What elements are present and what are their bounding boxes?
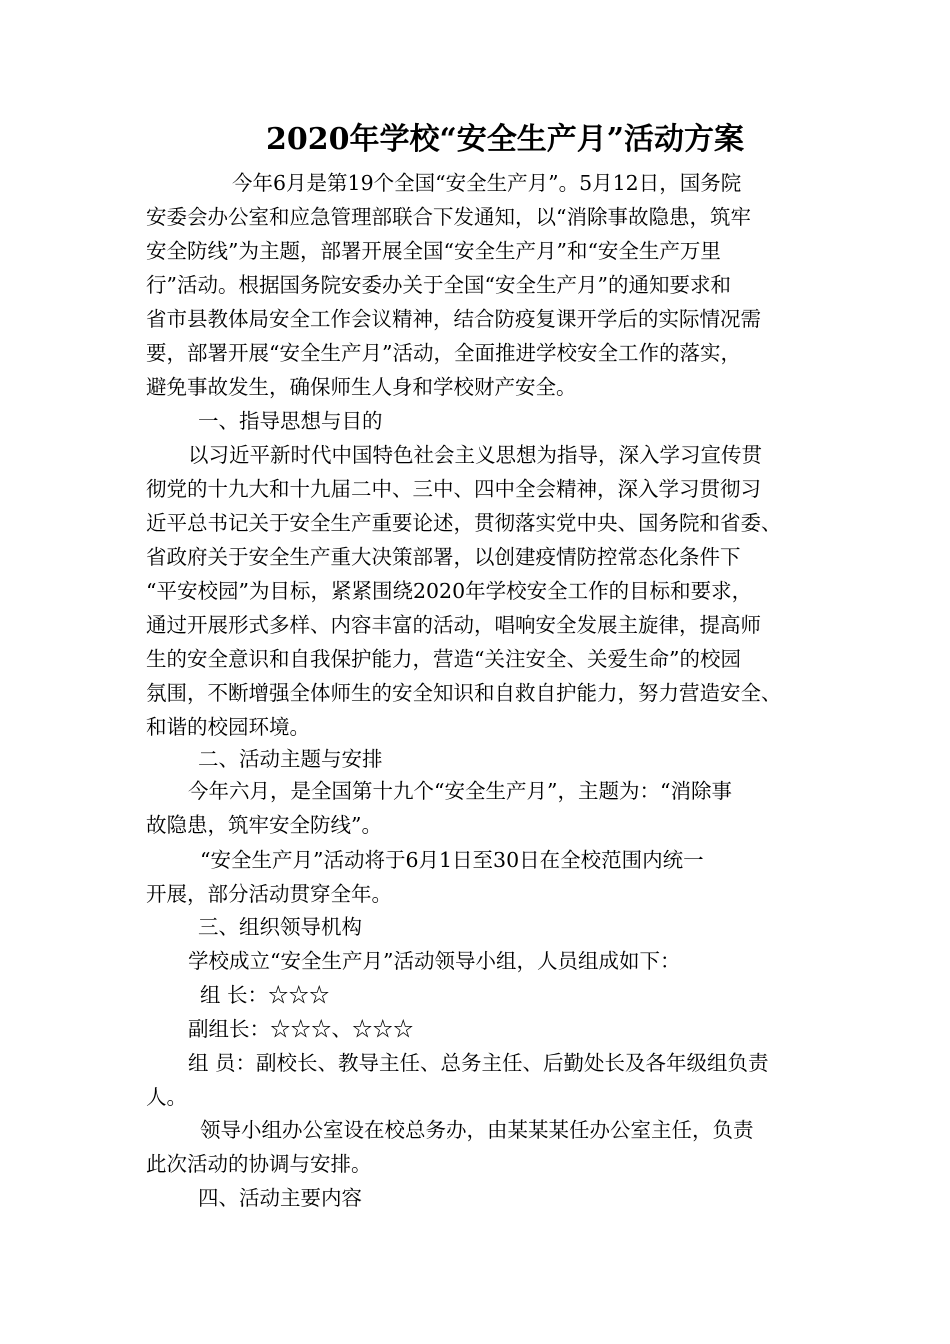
paragraph-line: 和谐的校园环境。	[146, 715, 310, 739]
paragraph-line: 以习近平新时代中国特色社会主义思想为指导，深入学习宣传贯	[188, 443, 762, 467]
paragraph-line: 氛围，不断增强全体师生的安全知识和自救自护能力，努力营造安全、	[146, 681, 782, 705]
members-line: 组 员：副校长、教导主任、总务主任、后勤处长及各年级组负责	[188, 1051, 769, 1075]
paragraph-line: 今年六月，是全国第十九个“安全生产月”，主题为：“消除事	[188, 779, 732, 803]
paragraph-line: 避免事故发生，确保师生人身和学校财产安全。	[146, 375, 577, 399]
leader-line: 组 长：☆☆☆	[200, 983, 330, 1007]
paragraph-line: 安委会办公室和应急管理部联合下发通知，以“消除事故隐患，筑牢	[146, 205, 751, 229]
paragraph-line: 开展，部分活动贯穿全年。	[146, 882, 392, 906]
document-title: 2020年学校“安全生产月”活动方案	[265, 122, 744, 157]
section-heading: 四、活动主要内容	[198, 1186, 362, 1210]
paragraph-line: 生的安全意识和自我保护能力，营造“关注安全、关爱生命”的校园	[146, 647, 741, 671]
paragraph-line: 近平总书记关于安全生产重要论述，贯彻落实党中央、国务院和省委、	[146, 511, 782, 535]
section-heading: 一、指导思想与目的	[198, 409, 383, 433]
paragraph-line: 今年6月是第19个全国“安全生产月”。5月12日，国务院	[232, 171, 742, 195]
section-heading: 二、活动主题与安排	[198, 747, 383, 771]
section-heading: 三、组织领导机构	[198, 915, 362, 939]
deputy-leader-line: 副组长：☆☆☆、☆☆☆	[188, 1017, 414, 1041]
paragraph-line: 安全防线”为主题，部署开展全国“安全生产月”和“安全生产万里	[146, 239, 721, 263]
paragraph-line: 故隐患，筑牢安全防线”。	[146, 813, 382, 837]
paragraph-line: 省政府关于安全生产重大决策部署，以创建疫情防控常态化条件下	[146, 545, 741, 569]
paragraph-line: 此次活动的协调与安排。	[146, 1152, 372, 1176]
paragraph-line: “安全生产月”活动将于6月1日至30日在全校范围内统一	[200, 848, 704, 872]
paragraph-line: 行”活动。根据国务院安委办关于全国“安全生产月”的通知要求和	[146, 273, 731, 297]
paragraph-line: “平安校园”为目标，紧紧围绕2020年学校安全工作的目标和要求，	[146, 579, 753, 603]
paragraph-line: 省市县教体局安全工作会议精神，结合防疫复课开学后的实际情况需	[146, 307, 761, 331]
paragraph-line: 人。	[146, 1085, 187, 1109]
paragraph-line: 学校成立“安全生产月”活动领导小组，人员组成如下：	[188, 949, 681, 973]
paragraph-line: 领导小组办公室设在校总务办，由某某某任办公室主任，负责	[200, 1118, 754, 1142]
paragraph-line: 通过开展形式多样、内容丰富的活动，唱响安全发展主旋律，提高师	[146, 613, 761, 637]
paragraph-line: 彻党的十九大和十九届二中、三中、四中全会精神，深入学习贯彻习	[146, 477, 761, 501]
paragraph-line: 要，部署开展“安全生产月”活动，全面推进学校安全工作的落实，	[146, 341, 741, 365]
